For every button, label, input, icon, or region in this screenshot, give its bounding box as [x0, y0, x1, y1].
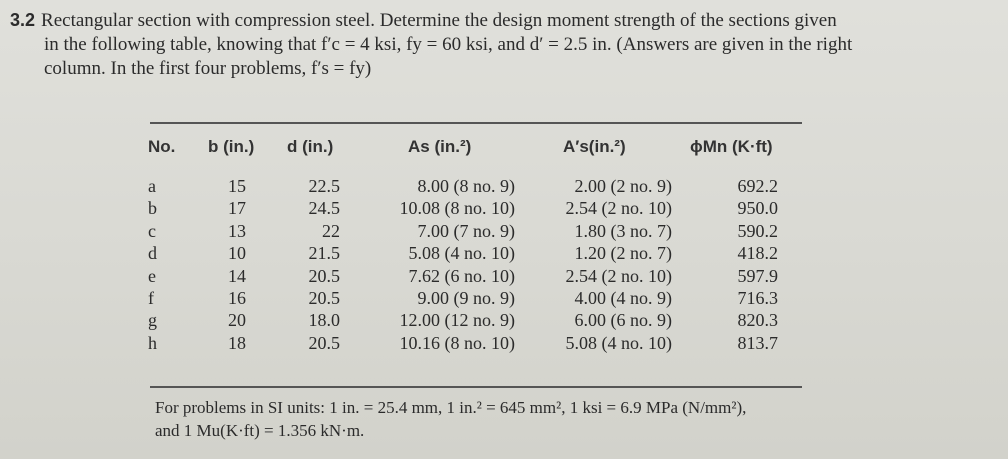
cell-d: 20.5	[308, 288, 340, 309]
cell-no: f	[148, 288, 154, 309]
cell-phimn: 597.9	[737, 265, 778, 286]
cell-as: 9.00 (9 no. 9)	[417, 288, 515, 309]
cell-as: 10.16 (8 no. 10)	[399, 332, 515, 353]
header-d: d (in.)	[287, 137, 334, 156]
cell-b: 20	[228, 310, 246, 331]
cell-d: 21.5	[308, 243, 340, 264]
cell-phimn: 716.3	[737, 288, 778, 309]
footnote-line-2: and 1 Mu(K·ft) = 1.356 kN·m.	[155, 421, 365, 440]
cell-no: e	[148, 265, 156, 286]
header-phimn: ϕMn (K·ft)	[690, 137, 773, 156]
problem-text-line-3: column. In the first four problems, f′s = fy)	[44, 58, 372, 79]
column-no	[148, 175, 157, 354]
cell-phimn: 590.2	[737, 220, 778, 241]
cell-b: 16	[228, 288, 246, 309]
cell-d: 20.5	[308, 265, 340, 286]
problem-number: 3.2	[10, 10, 36, 30]
header-as-prime: A′s(in.²)	[563, 137, 626, 156]
cell-as-prime: 1.80 (3 no. 7)	[574, 220, 672, 241]
footnote-line-1: For problems in SI units: 1 in. = 25.4 mm, 1 in.² = 645 mm², 1 ksi = 6.9 MPa (N/mm²),	[155, 398, 747, 417]
cell-b: 17	[228, 198, 246, 219]
cell-as: 12.00 (12 no. 9)	[399, 310, 515, 331]
cell-no: b	[148, 198, 157, 219]
cell-phimn: 813.7	[737, 332, 778, 353]
cell-b: 14	[228, 265, 246, 286]
cell-d: 18.0	[308, 310, 340, 331]
cell-as: 7.00 (7 no. 9)	[417, 220, 515, 241]
cell-as: 5.08 (4 no. 10)	[408, 243, 515, 264]
table-top-rule	[150, 122, 802, 124]
problem-statement	[10, 8, 990, 81]
cell-d: 24.5	[308, 198, 340, 219]
footnote	[155, 396, 746, 442]
column-as-prime	[530, 175, 672, 354]
cell-no: a	[148, 176, 156, 196]
header-no: No.	[148, 137, 176, 156]
cell-as-prime: 4.00 (4 no. 9)	[574, 288, 672, 309]
cell-phimn: 692.2	[737, 176, 778, 196]
cell-as-prime: 2.54 (2 no. 10)	[565, 265, 672, 286]
cell-d: 22	[322, 220, 340, 241]
cell-phimn: 820.3	[737, 310, 778, 331]
cell-d: 20.5	[308, 332, 340, 353]
cell-no: c	[148, 220, 156, 241]
column-b	[214, 175, 246, 354]
cell-no: g	[148, 310, 157, 331]
cell-no: d	[148, 243, 157, 264]
cell-phimn: 418.2	[737, 243, 778, 264]
cell-as: 10.08 (8 no. 10)	[399, 198, 515, 219]
cell-phimn: 950.0	[737, 198, 778, 219]
column-phimn	[706, 175, 778, 354]
column-as	[360, 175, 515, 354]
cell-as: 8.00 (8 no. 9)	[417, 176, 515, 196]
cell-as-prime: 1.20 (2 no. 7)	[574, 243, 672, 264]
cell-b: 13	[228, 220, 246, 241]
problem-text-line-1: Rectangular section with compression steel. Determine the design moment strength of the sections given	[41, 10, 837, 31]
header-as: As (in.²)	[408, 137, 472, 156]
cell-as: 7.62 (6 no. 10)	[408, 265, 515, 286]
table-bottom-rule	[150, 386, 802, 388]
cell-d: 22.5	[308, 176, 340, 196]
cell-b: 15	[228, 176, 246, 196]
cell-b: 10	[228, 243, 246, 264]
cell-b: 18	[228, 332, 246, 353]
cell-no: h	[148, 332, 157, 353]
cell-as-prime: 2.00 (2 no. 9)	[574, 176, 672, 196]
cell-as-prime: 5.08 (4 no. 10)	[565, 332, 672, 353]
cell-as-prime: 2.54 (2 no. 10)	[565, 198, 672, 219]
problem-text-line-2: in the following table, knowing that f′c = 4 ksi, fy = 60 ksi, and d′ = 2.5 in. (Answers are given in the right	[44, 34, 853, 55]
column-d	[292, 175, 340, 354]
header-b: b (in.)	[208, 137, 255, 156]
cell-as-prime: 6.00 (6 no. 9)	[574, 310, 672, 331]
